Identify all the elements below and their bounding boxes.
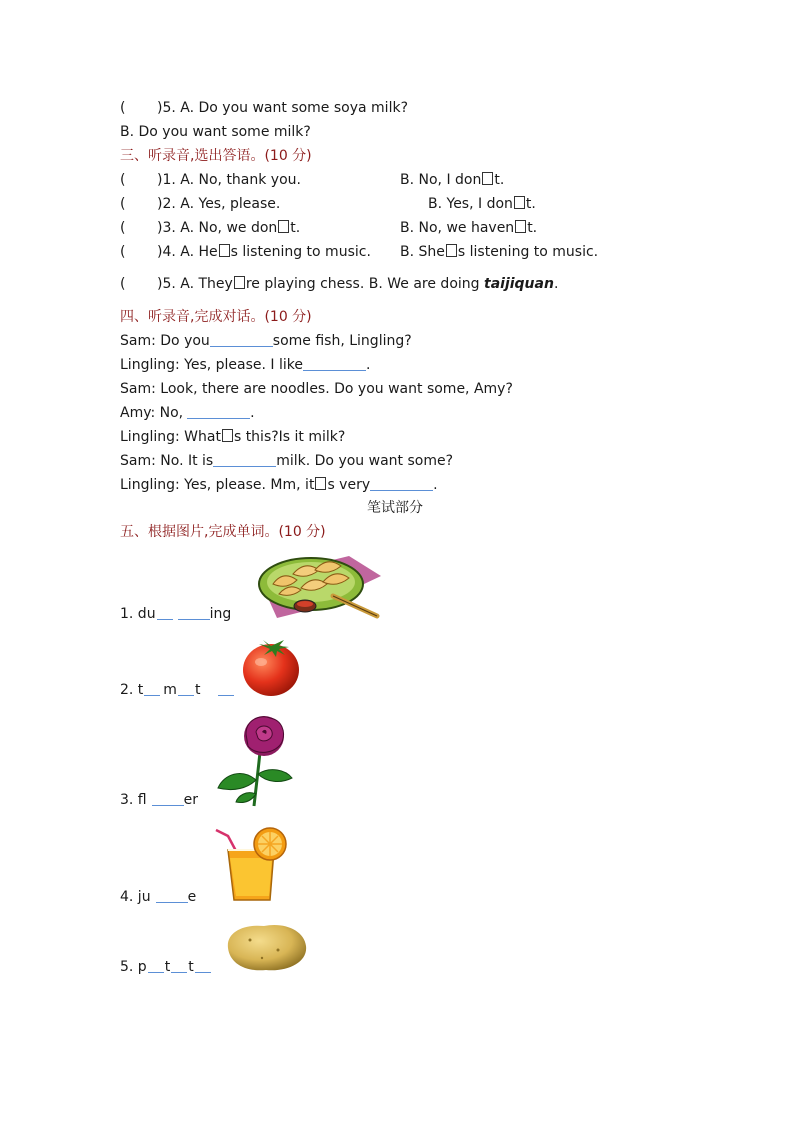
section-5-heading: 五、根据图片,完成单词。(10 分) [120, 524, 326, 540]
dialog-line-5: Lingling: What s this?Is it milk? [120, 429, 346, 445]
letter-blank[interactable] [178, 605, 210, 620]
potato-picture [222, 920, 308, 974]
letter-blank[interactable] [152, 791, 184, 806]
orange-juice-picture [214, 826, 290, 904]
q3-3-a: ( )3. A. No, we don t. [120, 220, 301, 236]
answer-blank[interactable] [303, 356, 366, 371]
word-1: 1. du ing [120, 606, 232, 622]
letter-blank[interactable] [178, 681, 194, 696]
q3-5: ( )5. A. They re playing chess. B. We are doing taijiquan. [120, 276, 559, 292]
missing-char-box [222, 429, 233, 442]
missing-char-box [482, 172, 493, 185]
q2-5 [120, 98, 408, 118]
missing-char-box [446, 244, 457, 257]
answer-blank[interactable] [370, 476, 433, 491]
dialog-line-7: Lingling: Yes, please. Mm, it s very . [120, 477, 438, 493]
dialog-line-1: Sam: Do you some fish, Lingling? [120, 333, 412, 349]
letter-blank[interactable] [144, 681, 160, 696]
q3-1-b: B. No, I don t. [400, 172, 505, 188]
section-4-heading: 四、听录音,完成对话。(10 分) [120, 309, 312, 325]
q3-4-b: B. She s listening to music. [400, 244, 599, 260]
letter-blank[interactable] [157, 605, 173, 620]
q2-5-option-b: B. Do you want some milk? [120, 124, 311, 140]
dumplings-picture [249, 548, 385, 622]
missing-char-box [514, 196, 525, 209]
dialog-line-6: Sam: No. It is milk. Do you want some? [120, 453, 453, 469]
answer-blank[interactable] [210, 332, 273, 347]
letter-blank[interactable] [218, 681, 234, 696]
q-text: )5. A. Do you want some soya milk? [157, 100, 409, 116]
letter-blank[interactable] [171, 958, 187, 973]
q3-2-a: ( )2. A. Yes, please. [120, 196, 281, 212]
missing-char-box [515, 220, 526, 233]
dialog-line-4: Amy: No, . [120, 405, 255, 421]
letter-blank[interactable] [195, 958, 211, 973]
answer-blank[interactable] [187, 404, 250, 419]
missing-char-box [234, 276, 245, 289]
word-5: 5. p t t [120, 957, 211, 977]
missing-char-box [278, 220, 289, 233]
tomato-picture [241, 636, 301, 698]
q3-1-a: ( )1. A. No, thank you. [120, 172, 301, 188]
q3-4-a: ( )4. A. He s listening to music. [120, 244, 371, 260]
answer-blank[interactable] [213, 452, 276, 467]
dialog-line-3: Sam: Look, there are noodles. Do you want some, Amy? [120, 381, 513, 397]
q3-2-b: B. Yes, I don t. [428, 196, 536, 212]
rose-flower-picture [216, 712, 298, 808]
word-3: 3. fl er [120, 792, 199, 808]
q3-3-b: B. No, we haven t. [400, 220, 538, 236]
letter-blank[interactable] [148, 958, 164, 973]
missing-char-box [315, 477, 326, 490]
section-3-heading: 三、听录音,选出答语。(10 分) [120, 148, 312, 164]
word-4: 4. ju e [120, 889, 197, 905]
missing-char-box [219, 244, 230, 257]
dialog-line-2: Lingling: Yes, please. I like . [120, 357, 371, 373]
letter-blank[interactable] [156, 888, 188, 903]
paren: ( [120, 100, 126, 116]
word-2: 2. t m t [120, 680, 234, 700]
written-part-label: 笔试部分 [367, 500, 423, 516]
